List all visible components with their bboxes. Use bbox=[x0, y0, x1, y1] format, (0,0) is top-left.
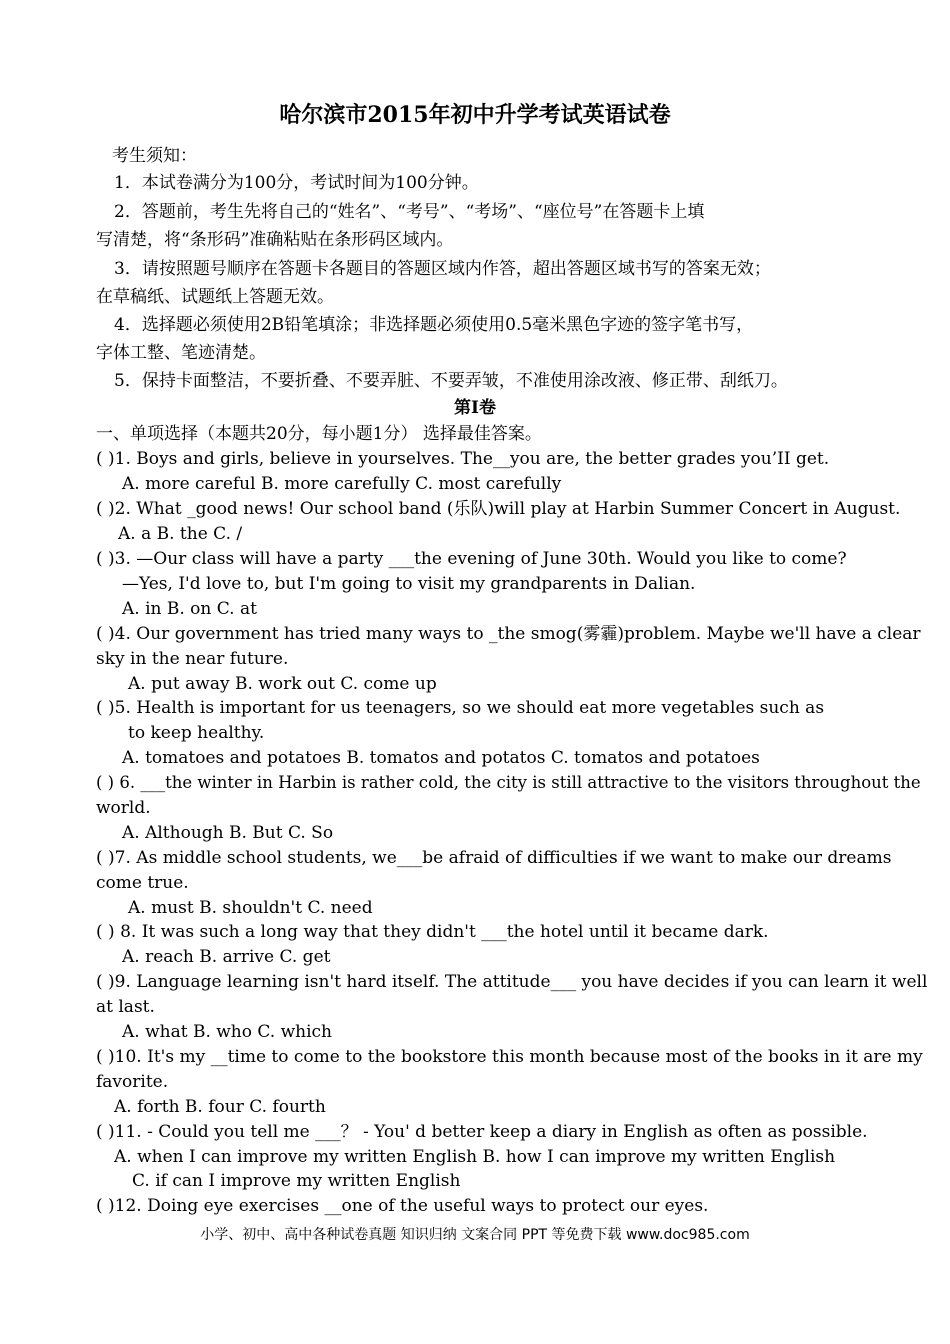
page-footer: 小学、初中、高中各种试卷真题 知识归纳 文案合同 PPT 等免费下载 www.doc985.com bbox=[200, 1227, 750, 1243]
notice-line: 4．选择题必须使用2B铅笔填涂；非选择题必须使用0.5毫米黑色字迹的签字笔书写， bbox=[114, 315, 754, 335]
option-line: A. in B. on C. at bbox=[122, 599, 257, 619]
option-line: A. when I can improve my written English B. how I can improve my written English bbox=[114, 1147, 836, 1167]
question-line: ( )7. As middle school students, we___be afraid of difficulties if we want to make our dreams bbox=[96, 848, 892, 868]
question-line: ( )5. Health is important for us teenagers, so we should eat more vegetables such as bbox=[96, 698, 825, 718]
notice-line: 在草稿纸、试题纸上答题无效。 bbox=[96, 287, 334, 307]
question-line: ( )4. Our government has tried many ways to _the smog(雾霾)problem. Maybe we'll have a clear bbox=[96, 624, 921, 644]
question-line: ( )2. What _good news! Our school band (乐队)will play at Harbin Summer Concert in August. bbox=[96, 499, 901, 519]
question-line: to keep healthy. bbox=[128, 723, 265, 743]
notice-line: 2．答题前，考生先将自己的“姓名”、“考号”、“考场”、“座位号”在答题卡上填 bbox=[114, 202, 705, 222]
option-line: A. what B. who C. which bbox=[122, 1022, 333, 1042]
question-line: —Yes, I'd love to, but I'm going to visit my grandparents in Dalian. bbox=[122, 574, 696, 594]
option-line: C. if can I improve my written English bbox=[132, 1171, 461, 1191]
part-heading: 一、单项选择（本题共20分，每小题1分） 选择最佳答案。 bbox=[96, 424, 542, 444]
option-line: A. forth B. four C. fourth bbox=[114, 1097, 326, 1117]
question-line: sky in the near future. bbox=[96, 649, 289, 669]
question-line: ( )10. It's my __time to come to the bookstore this month because most of the books in it are my bbox=[96, 1047, 923, 1067]
question-line: at last. bbox=[96, 997, 155, 1017]
section-title: 第Ⅰ卷 bbox=[454, 398, 496, 418]
question-line: ( )9. Language learning isn't hard itself. The attitude___ you have decides if you can learn it well bbox=[96, 972, 928, 992]
question-line: ( ) 8. It was such a long way that they didn't ___the hotel until it became dark. bbox=[96, 922, 769, 942]
page-title: 哈尔滨市2015年初中升学考试英语试卷 bbox=[279, 102, 671, 128]
notice-heading: 考生须知： bbox=[112, 146, 197, 166]
question-line: world. bbox=[96, 798, 151, 818]
option-line: A. must B. shouldn't C. need bbox=[128, 898, 373, 918]
option-line: A. Although B. But C. So bbox=[122, 823, 334, 843]
option-line: A. put away B. work out C. come up bbox=[128, 674, 437, 694]
question-line: ( )11. - Could you tell me ___？ - You' d better keep a diary in English as often as possible. bbox=[96, 1122, 868, 1142]
option-line: A. a B. the C. / bbox=[118, 524, 243, 544]
option-line: A. reach B. arrive C. get bbox=[122, 947, 331, 967]
notice-line: 字体工整、笔迹清楚。 bbox=[96, 343, 266, 363]
notice-line: 1．本试卷满分为100分，考试时间为100分钟。 bbox=[114, 173, 479, 193]
question-line: ( )1. Boys and girls, believe in yourselves. The__you are, the better grades you’II get. bbox=[96, 449, 830, 469]
question-line: ( )3. —Our class will have a party ___the evening of June 30th. Would you like to come? bbox=[96, 549, 847, 569]
question-line: come true. bbox=[96, 873, 189, 893]
question-line: favorite. bbox=[96, 1072, 169, 1092]
question-line: ( )12. Doing eye exercises __one of the useful ways to protect our eyes. bbox=[96, 1196, 709, 1216]
notice-line: 写清楚，将“条形码”准确粘贴在条形码区域内。 bbox=[96, 230, 454, 250]
question-line: ( ) 6. ___the winter in Harbin is rather cold, the city is still attractive to the visitors throughout the bbox=[96, 773, 921, 792]
option-line: A. more careful B. more carefully C. most carefully bbox=[122, 474, 562, 494]
notice-line: 5．保持卡面整洁，不要折叠、不要弄脏、不要弄皱，不准使用涂改液、修正带、刮纸刀。 bbox=[114, 371, 788, 391]
option-line: A. tomatoes and potatoes B. tomatos and potatos C. tomatos and potatoes bbox=[122, 748, 760, 768]
notice-line: 3．请按照题号顺序在答题卡各题目的答题区域内作答，超出答题区域书写的答案无效； bbox=[114, 259, 771, 279]
